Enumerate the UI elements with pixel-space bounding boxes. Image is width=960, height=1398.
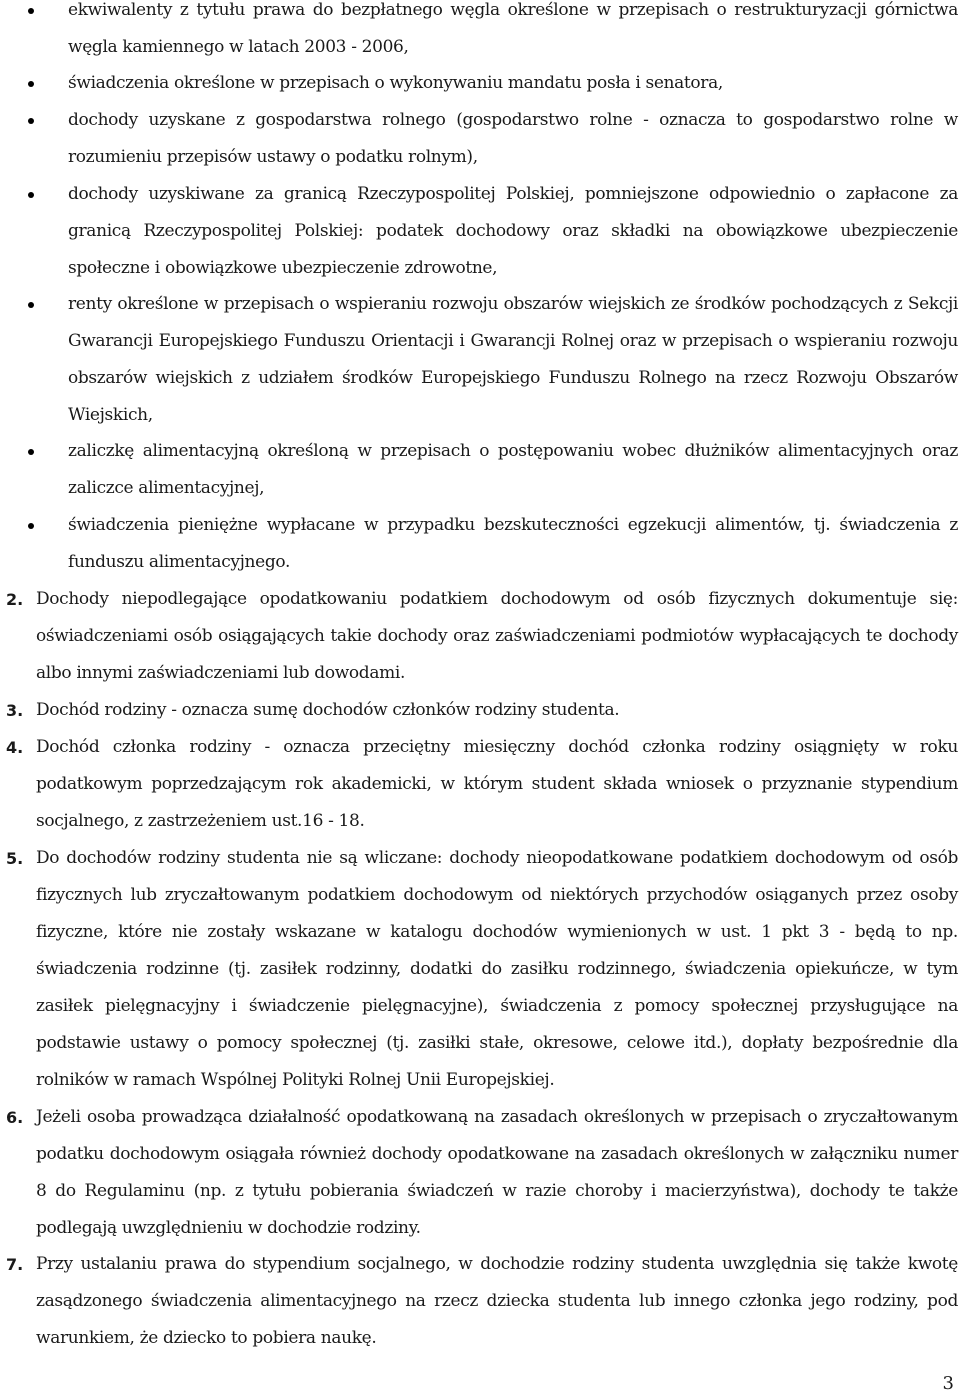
paragraph-number: 3. — [6, 701, 24, 720]
paragraph-number: 7. — [6, 1255, 24, 1274]
paragraph-number: 4. — [6, 738, 24, 757]
paragraph-text: Dochód członka rodziny - oznacza przeciętny miesięczny dochód członka rodziny osiągnięty w roku podatkowym poprzedzającym rok akademicki, w którym student składa wniosek o przyznanie stypendium socjalnego, z zastrzeżeniem ust.16 - 18. — [36, 737, 958, 831]
list-item-text: zaliczkę alimentacyjną określoną w przepisach o postępowaniu wobec dłużników alimentacyjnych oraz zaliczce alimentacyjnej, — [68, 441, 958, 498]
paragraph-number: 2. — [6, 590, 24, 609]
list-item-text: świadczenia pieniężne wypłacane w przypadku bezskuteczności egzekucji alimentów, tj. świadczenia z funduszu alimentacyjnego. — [68, 515, 958, 572]
bullet-icon — [28, 81, 34, 87]
page-number: 3 — [942, 1373, 954, 1394]
list-item-text: renty określone w przepisach o wspieraniu rozwoju obszarów wiejskich ze środków pochodzących z Sekcji Gwarancji Europejskiego Funduszu Orientacji i Gwarancji Rolnej oraz w przepisach o wspieraniu rozwoju obszarów wiejskich z udziałem środków Europejskiego Funduszu Rolnego na rzecz Rozwoju Obszarów Wiejskich, — [68, 294, 958, 425]
bullet-icon — [28, 8, 34, 14]
paragraph-text: Dochód rodziny - oznacza sumę dochodów członków rodziny studenta. — [36, 700, 620, 720]
paragraph-text: Jeżeli osoba prowadząca działalność opodatkowaną na zasadach określonych w przepisach o zryczałtowanym podatku dochodowym osiągała również dochody opodatkowane na zasadach określonych w załączniku numer 8 do Regulaminu (np. z tytułu pobierania świadczeń w razie choroby i macierzyństwa), dochody te także podlegają uwzględnieniu w dochodzie rodziny. — [36, 1107, 958, 1238]
paragraph-number: 5. — [6, 849, 24, 868]
list-item-text: dochody uzyskane z gospodarstwa rolnego (gospodarstwo rolne - oznacza to gospodarstwo rolne w rozumieniu przepisów ustawy o podatku rolnym), — [68, 110, 958, 167]
bullet-icon — [28, 192, 34, 198]
paragraph-text: Do dochodów rodziny studenta nie są wliczane: dochody nieopodatkowane podatkiem dochodowym od osób fizycznych lub zryczałtowanym podatkiem dochodowym od niektórych przychodów osiąganych przez osoby fizyczne, które nie zostały wskazane w katalogu dochodów wymienionych w ust. 1 pkt 3 - będą to np. świadczenia rodzinne (tj. zasiłek rodzinny, dodatki do zasiłku rodzinnego, świadczenia opiekuńcze, w tym zasiłek pielęgnacyjny i świadczenie pielęgnacyjne), świadczenia z pomocy społecznej przysługujące na podstawie ustawy o pomocy społecznej (tj. zasiłki stałe, okresowe, celowe itd.), dopłaty bezpośrednie dla rolników w ramach Wspólnej Polityki Rolnej Unii Europejskiej. — [36, 848, 958, 1090]
bullet-icon — [28, 118, 34, 124]
list-item-text: dochody uzyskiwane za granicą Rzeczypospolitej Polskiej, pomniejszone odpowiednio o zapłacone za granicą Rzeczypospolitej Polskiej: podatek dochodowy oraz składki na obowiązkowe ubezpieczenie społeczne i obowiązkowe ubezpieczenie zdrowotne, — [68, 184, 958, 278]
list-item-text: świadczenia określone w przepisach o wykonywaniu mandatu posła i senatora, — [68, 73, 723, 93]
bullet-icon — [28, 523, 34, 529]
paragraph-text: Dochody niepodlegające opodatkowaniu podatkiem dochodowym od osób fizycznych dokumentuje się: oświadczeniami osób osiągających takie dochody oraz zaświadczeniami podmiotów wypłacających te dochody albo innymi zaświadczeniami lub dowodami. — [36, 589, 958, 683]
paragraph-text: Przy ustalaniu prawa do stypendium socjalnego, w dochodzie rodziny studenta uwzględnia się także kwotę zasądzonego świadczenia alimentacyjnego na rzecz dziecka studenta lub innego członka jego rodziny, pod warunkiem, że dziecko to pobiera naukę. — [36, 1254, 958, 1348]
bullet-icon — [28, 449, 34, 455]
paragraph-number: 6. — [6, 1108, 24, 1127]
bullet-icon — [28, 302, 34, 308]
list-item-text: ekwiwalenty z tytułu prawa do bezpłatnego węgla określone w przepisach o restrukturyzacji górnictwa węgla kamiennego w latach 2003 - 2006, — [68, 0, 958, 57]
